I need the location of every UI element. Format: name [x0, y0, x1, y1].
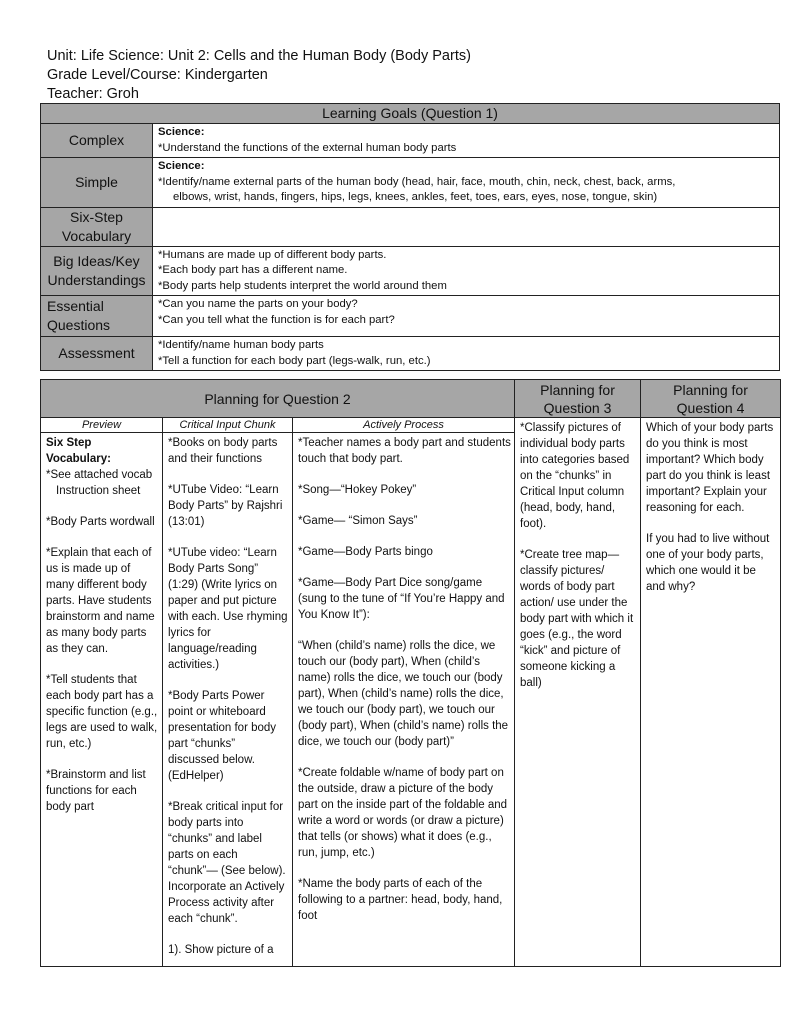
- simple-line-2: elbows, wrist, hands, fingers, hips, legs, knees, ankles, feet, toes, ears, eyes, nose, tongue, skin): [173, 191, 658, 203]
- assessment-item: *Tell a function for each body part (legs-walk, run, etc.): [158, 354, 431, 367]
- big-ideas-label-line-1: Big Ideas/Key: [53, 252, 140, 269]
- vocabulary-label: [41, 207, 153, 246]
- vocabulary-label-line-2: Vocabulary: [61, 227, 132, 244]
- simple-label: Simple: [41, 158, 153, 208]
- preview-cell: [41, 433, 163, 967]
- preview-paragraph: *Explain that each of us is made up of many different body parts. Have students brainstorm and name as many body parts as they can.: [46, 547, 155, 655]
- q4-cell: [641, 418, 781, 967]
- planning-q4-title-line-2: Question 4: [676, 399, 745, 416]
- simple-content: [153, 158, 780, 208]
- actively-process-column-header: Actively Process: [293, 418, 515, 433]
- assessment-item: *Identify/name human body parts: [158, 339, 324, 351]
- complex-content: [153, 124, 780, 158]
- assessment-label: Assessment: [41, 337, 153, 371]
- critical-input-paragraph: *Break critical input for body parts into “chunks” and label parts on each “chunk”— (See below). Incorporate an Actively Process activity after each “chunk”.: [168, 801, 286, 925]
- critical-input-paragraph: *UTube video: “Learn Body Parts Song” (1:29) (Write lyrics on paper and put picture with each. Use rhyming lyrics for language/reading activities.): [168, 547, 288, 671]
- assessment-content: [153, 337, 780, 371]
- teacher-heading: Teacher: Groh: [47, 86, 139, 102]
- big-idea-item: *Each body part has a different name.: [158, 264, 348, 276]
- q3-cell: [515, 418, 641, 967]
- preview-column-header: Preview: [41, 418, 163, 433]
- planning-q3-title-line-2: Question 3: [543, 399, 612, 416]
- complex-heading: Science:: [158, 126, 205, 138]
- critical-input-paragraph: 1). Show picture of a: [168, 944, 274, 956]
- preview-paragraph: *See attached vocab: [46, 469, 153, 481]
- big-idea-item: *Body parts help students interpret the world around them: [158, 279, 447, 292]
- preview-paragraph: *Brainstorm and list functions for each body part: [46, 769, 146, 813]
- preview-paragraph-continued: Instruction sheet: [56, 485, 141, 497]
- simple-heading: Science:: [158, 160, 205, 172]
- actively-process-paragraph: *Game— “Simon Says”: [298, 515, 418, 527]
- q3-paragraph: *Classify pictures of individual body parts into categories based on the “chunks” in Critical Input column (head, body, hand, foot).: [520, 422, 630, 530]
- learning-goals-table: [40, 103, 780, 371]
- planning-q3-title-line-1: Planning for: [540, 381, 615, 398]
- actively-process-paragraph: *Game—Body Parts bingo: [298, 546, 433, 558]
- planning-table: [40, 379, 781, 967]
- actively-process-paragraph: *Song—“Hokey Pokey”: [298, 484, 417, 496]
- big-ideas-label-line-2: Understandings: [47, 271, 146, 288]
- critical-input-cell: [163, 433, 293, 967]
- vocab-heading: Six Step Vocabulary:: [46, 437, 111, 465]
- essential-questions-label: [41, 296, 153, 337]
- vocabulary-content: [153, 207, 780, 246]
- q4-paragraph: Which of your body parts do you think is most important? Which body part do you think is least important? Explain your reasoning for each.: [646, 422, 774, 514]
- essential-label-line-1: Essential: [47, 298, 104, 314]
- essential-question-item: *Can you tell what the function is for each part?: [158, 313, 395, 326]
- actively-process-paragraph: *Game—Body Part Dice song/game (sung to the tune of “If You’re Happy and You Know It”):: [298, 577, 505, 621]
- complex-label: Complex: [41, 124, 153, 158]
- q4-paragraph: If you had to live without one of your body parts, which one would it be and why?: [646, 533, 770, 593]
- planning-q4-title-line-1: Planning for: [673, 381, 748, 398]
- actively-process-paragraph: *Teacher names a body part and students touch that body part.: [298, 437, 511, 465]
- preview-paragraph: *Tell students that each body part has a specific function (e.g., legs are used to walk, run, etc.): [46, 674, 158, 750]
- complex-text: *Understand the functions of the external human body parts: [158, 141, 457, 154]
- actively-process-paragraph: *Name the body parts of each of the following to a partner: head, body, hand, foot: [298, 878, 503, 922]
- critical-input-paragraph: *UTube Video: “Learn Body Parts” by Rajshri (13:01): [168, 484, 283, 528]
- actively-process-cell: [293, 433, 515, 967]
- big-idea-item: *Humans are made up of different body parts.: [158, 248, 387, 261]
- critical-input-paragraph: *Body Parts Power point or whiteboard presentation for body part “chunks” discussed below. (EdHelper): [168, 690, 277, 782]
- q3-paragraph: *Create tree map—classify pictures/ words of body part action/ use under the body part with which it goes (e.g., the word “kick” and picture of someone kicking a ball): [520, 549, 634, 689]
- actively-process-paragraph: *Create foldable w/name of body part on the outside, draw a picture of the body part on the inside part of the foldable and write a word or words (or draw a picture) that tells (or shows) what it does (e.g., run, jump, etc.): [298, 767, 508, 859]
- essential-questions-content: [153, 296, 780, 337]
- learning-goals-title: Learning Goals (Question 1): [41, 104, 780, 124]
- critical-input-column-header: Critical Input Chunk: [163, 418, 293, 433]
- critical-input-paragraph: *Books on body parts and their functions: [168, 437, 278, 465]
- song-lyrics: “When (child’s name) rolls the dice, we touch our (body part), When (child’s name) rolls the dice, we touch our (body part), When (child’s name) rolls the dice, we touch our (body part), we touch our (body part), When (child’s name) rolls the dice, we touch our (body part)”: [298, 640, 509, 748]
- big-ideas-label: [41, 246, 153, 296]
- simple-line-1: *Identify/name external parts of the human body (head, hair, face, mouth, chin, neck, chest, back, arms,: [158, 175, 676, 188]
- planning-q4-title: [641, 380, 781, 418]
- planning-q3-title: [515, 380, 641, 418]
- unit-heading: Unit: Life Science: Unit 2: Cells and the Human Body (Body Parts): [47, 48, 471, 64]
- vocabulary-label-line-1: Six-Step: [70, 208, 123, 225]
- preview-paragraph: *Body Parts wordwall: [46, 516, 155, 528]
- grade-heading: Grade Level/Course: Kindergarten: [47, 67, 268, 83]
- essential-question-item: *Can you name the parts on your body?: [158, 298, 358, 310]
- essential-label-line-2: Questions: [47, 317, 111, 333]
- big-ideas-content: [153, 246, 780, 296]
- planning-q2-title: Planning for Question 2: [41, 380, 515, 418]
